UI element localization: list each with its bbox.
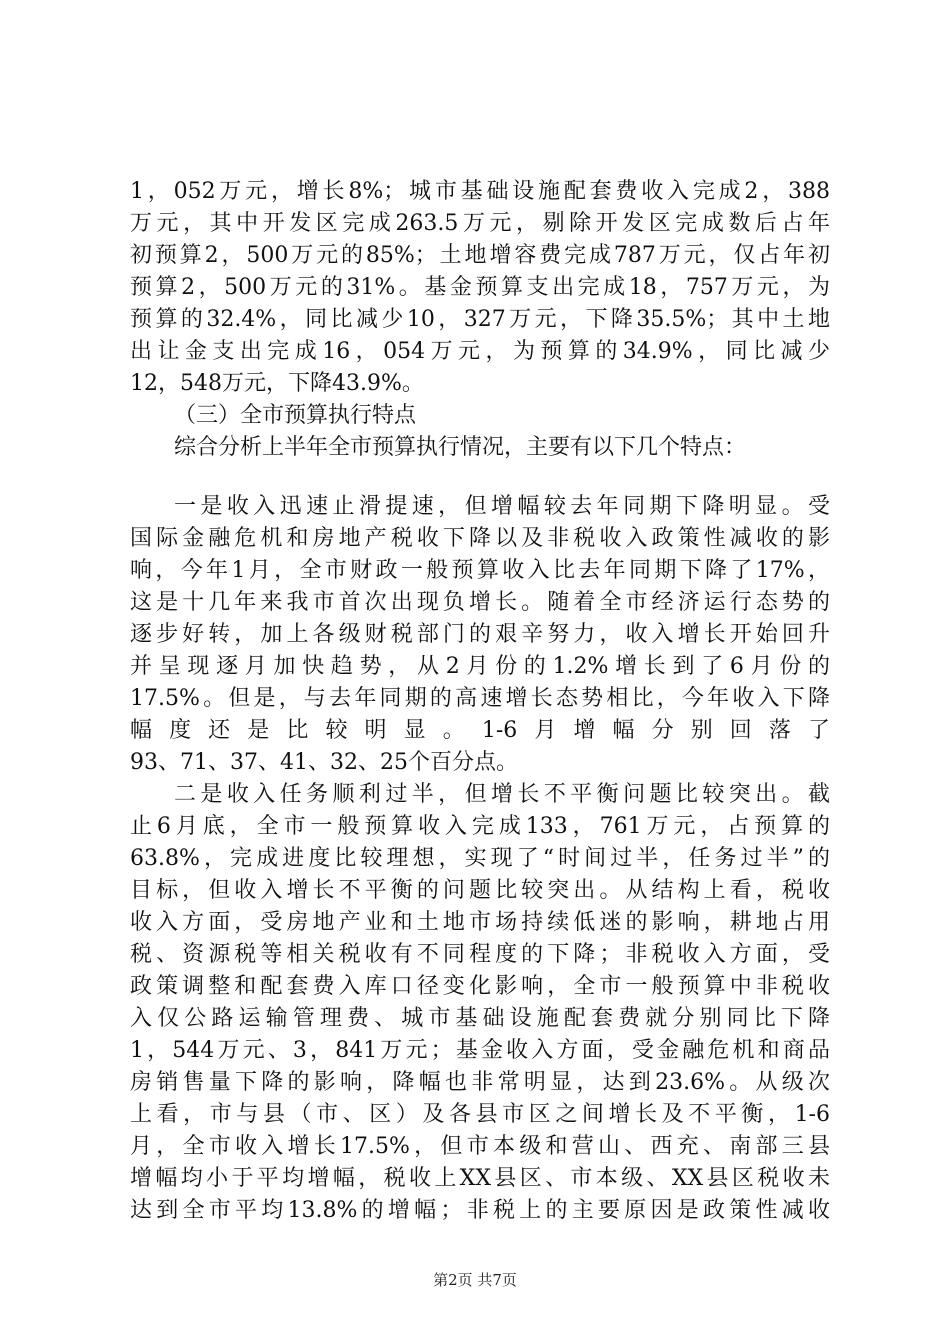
- paragraph-feature-one: [130, 491, 830, 779]
- text-line: 1，544万元、3，841万元；基金收入方面，受金融危机和商品: [130, 1038, 830, 1063]
- text-line: 入仅公路运输管理费、城市基础设施配套费就分别同比下降: [130, 1006, 830, 1031]
- text-line: 目标，但收入增长不平衡的问题比较突出。从结构上看，税收: [130, 878, 830, 903]
- document-body: [130, 176, 830, 1227]
- text-line: 止6月底，全市一般预算收入完成133，761万元，占预算的: [130, 814, 830, 839]
- text-line: 税、资源税等相关税收有不同程度的下降；非税收入方面，受: [130, 942, 830, 967]
- paragraph-feature-two: [130, 779, 830, 1227]
- text-line: 17.5%。但是，与去年同期的高速增长态势相比，今年收入下降: [130, 686, 830, 711]
- text-line: 逐步好转，加上各级财税部门的艰辛努力，收入增长开始回升: [130, 622, 830, 647]
- text-line: 12，548万元，下降43.9%。: [130, 371, 424, 396]
- text-line: 并呈现逐月加快趋势，从2月份的1.2%增长到了6月份的: [130, 654, 830, 679]
- page-footer: 第2页 共7页: [433, 1271, 517, 1289]
- text-line: 63.8%，完成进度比较理想，实现了“时间过半，任务过半”的: [130, 846, 830, 871]
- text-line: 政策调整和配套费入库口径变化影响，全市一般预算中非税收: [130, 974, 830, 999]
- text-line: 增幅均小于平均增幅，税收上XX县区、市本级、XX县区税收未: [130, 1166, 830, 1191]
- text-line: 预算的32.4%，同比减少10，327万元，下降35.5%；其中土地: [130, 307, 830, 332]
- text-line: 响，今年1月，全市财政一般预算收入比去年同期下降了17%，: [130, 558, 830, 583]
- text-line: 出让金支出完成16，054万元，为预算的34.9%，同比减少: [130, 339, 830, 364]
- text-line: 幅度还是比较明显。1-6月增幅分别回落了: [130, 718, 830, 743]
- text-line: 初预算2，500万元的85%；土地增容费完成787万元，仅占年初: [130, 243, 830, 268]
- text-line: 一是收入迅速止滑提速，但增幅较去年同期下降明显。受: [174, 494, 830, 519]
- intro-sentence: 综合分析上半年全市预算执行情况，主要有以下几个特点：: [174, 435, 747, 460]
- text-line: 上看，市与县（市、区）及各县市区之间增长及不平衡，1-6: [130, 1102, 830, 1127]
- text-line: 国际金融危机和房地产税收下降以及非税收入政策性减收的影: [130, 526, 830, 551]
- text-line: 房销售量下降的影响，降幅也非常明显，达到23.6%。从级次: [130, 1070, 830, 1095]
- paragraph-fund-budget: [130, 176, 830, 400]
- text-line: 二是收入任务顺利过半，但增长不平衡问题比较突出。截: [174, 782, 830, 807]
- paragraph-gap: [130, 464, 830, 491]
- text-line: 月，全市收入增长17.5%，但市本级和营山、西充、南部三县: [130, 1134, 830, 1159]
- text-line: 达到全市平均13.8%的增幅；非税上的主要原因是政策性减收: [130, 1198, 830, 1223]
- text-line: 收入方面，受房地产业和土地市场持续低迷的影响，耕地占用: [130, 910, 830, 935]
- text-line: 1，052万元，增长8%；城市基础设施配套费收入完成2，388: [130, 179, 830, 204]
- text-line: 93、71、37、41、32、25个百分点。: [130, 750, 518, 775]
- section-heading: （三）全市预算执行特点: [174, 403, 417, 428]
- text-line: 万元，其中开发区完成263.5万元，剔除开发区完成数后占年: [130, 211, 830, 236]
- text-line: 这是十几年来我市首次出现负增长。随着全市经济运行态势的: [130, 590, 830, 615]
- text-line: 预算2，500万元的31%。基金预算支出完成18，757万元，为: [130, 275, 830, 300]
